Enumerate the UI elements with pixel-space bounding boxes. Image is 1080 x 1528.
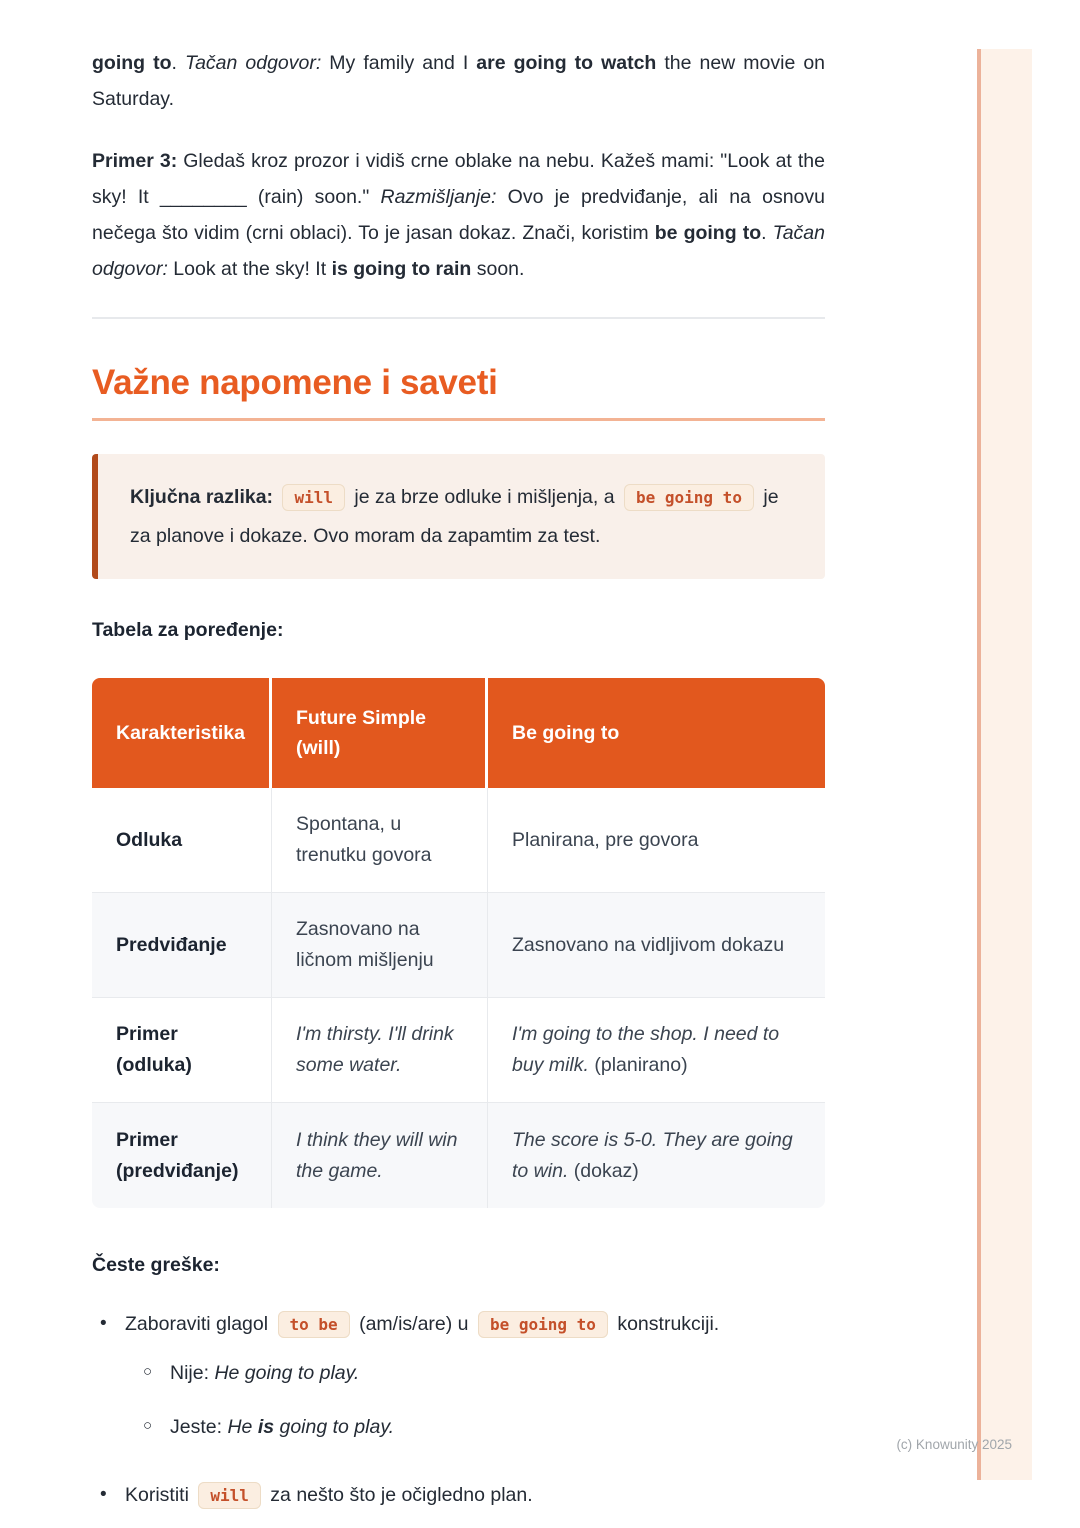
text-bold-italic: is	[257, 1416, 275, 1438]
list-item	[92, 1476, 825, 1515]
callout-text: je za planove i dokaze. Ovo moram da zapamtim za test.	[130, 486, 779, 547]
callout-text: je za brze odluke i mišljenja, a	[349, 486, 620, 508]
row-label: Primer (odluka)	[92, 998, 272, 1103]
table-cell: Zasnovano na vidljivom dokazu	[488, 893, 825, 998]
text-italic: Razmišljanje:	[380, 186, 497, 208]
table-cell: Spontana, u trenutku govora	[272, 788, 488, 893]
text-bold: is going to rain	[331, 258, 472, 280]
horizontal-divider	[92, 317, 825, 319]
circle-bullet-icon: ○	[143, 1363, 153, 1380]
mistakes-list	[92, 1305, 825, 1515]
example-note: (planirano)	[588, 1054, 688, 1076]
table-header	[92, 678, 825, 788]
example-italic: I'm going to the shop. I need to buy milk.	[512, 1023, 780, 1076]
text: konstrukciji.	[611, 1313, 720, 1335]
mistakes-caption: Česte greške:	[92, 1254, 220, 1276]
example-italic: The score is 5-0. They are going to win.	[512, 1128, 793, 1182]
table-cell	[272, 1103, 488, 1208]
text-bold: Primer 3:	[92, 150, 178, 172]
text-italic: Tačan odgovor:	[184, 52, 322, 74]
code-chip-be-going-to: be going to	[624, 484, 754, 511]
text: Gledaš kroz prozor i vidiš crne oblake na nebu. Kažeš mami: "Look at the sky! It ________ (rain) soon."	[92, 150, 825, 208]
header-cell-karakteristika: Karakteristika	[92, 678, 272, 788]
paragraph-answer-primer2	[92, 45, 825, 117]
copyright-watermark: (c) Knowunity 2025	[896, 1437, 1012, 1452]
section-title-underline	[92, 418, 825, 421]
text: Look at the sky! It	[167, 258, 332, 280]
table-row	[92, 998, 825, 1103]
table-caption: Tabela za poređenje:	[92, 619, 284, 641]
sub-list-item	[135, 1412, 825, 1442]
comparison-table	[92, 678, 825, 1208]
example-note: (dokaz)	[568, 1159, 639, 1182]
table-row	[92, 1103, 825, 1208]
table-row	[92, 788, 825, 893]
table-header-row	[92, 678, 825, 788]
document-content	[92, 0, 825, 1515]
header-cell-future-simple: Future Simple (will)	[272, 678, 488, 788]
text: Zaboraviti glagol	[125, 1313, 274, 1335]
text: Ovo je predviđanje, ali na osnovu nečega što vidim (crni oblaci). To je jasan dokaz. Znači, koristim	[92, 186, 825, 244]
code-chip-be-going-to: be going to	[478, 1311, 608, 1338]
table-cell: Zasnovano na ličnom mišljenju	[272, 893, 488, 998]
callout-label: Ključna razlika:	[130, 486, 274, 508]
example-italic: I'm thirsty. I'll drink some water.	[296, 1023, 454, 1076]
text: soon.	[471, 258, 525, 280]
text: .	[761, 222, 773, 244]
text-bold: going to	[92, 52, 172, 74]
section-title: Važne napomene i saveti	[92, 363, 498, 402]
sub-list-item	[135, 1358, 825, 1388]
key-difference-callout	[92, 454, 825, 579]
header-cell-be-going-to: Be going to	[488, 678, 825, 788]
text: My family and I	[321, 52, 477, 74]
page-edge-decoration	[977, 49, 1032, 1480]
text: Koristiti	[125, 1484, 195, 1506]
row-label: Predviđanje	[92, 893, 272, 998]
code-chip-to-be: to be	[278, 1311, 350, 1338]
example-italic: I think they will win the game.	[296, 1128, 458, 1182]
sub-list	[125, 1358, 825, 1442]
text-bold: be going to	[654, 222, 762, 244]
row-label: Primer (predviđanje)	[92, 1103, 272, 1208]
table-row	[92, 893, 825, 998]
code-chip-will: will	[198, 1482, 261, 1509]
table-cell	[488, 1103, 825, 1208]
text: (am/is/are) u	[353, 1313, 474, 1335]
bullet-icon: •	[100, 1313, 107, 1334]
text-italic: Tačan odgovor:	[92, 222, 825, 280]
bullet-icon: •	[100, 1484, 107, 1505]
paragraph-primer3	[92, 143, 825, 287]
text: Nije:	[170, 1362, 215, 1384]
code-chip-will: will	[282, 484, 345, 511]
list-item	[92, 1305, 825, 1442]
text: za nešto što je očigledno plan.	[264, 1484, 533, 1506]
text-italic: He going to play.	[214, 1362, 360, 1384]
table-cell	[272, 998, 488, 1103]
text: Jeste:	[170, 1416, 228, 1438]
text-italic: He	[227, 1416, 258, 1438]
text: .	[171, 52, 185, 74]
text-italic: going to play.	[274, 1416, 395, 1438]
text: the new movie on Saturday.	[92, 52, 826, 110]
text-bold: are going to watch	[476, 52, 657, 74]
circle-bullet-icon: ○	[143, 1417, 153, 1434]
table-cell	[488, 998, 825, 1103]
table-cell: Planirana, pre govora	[488, 788, 825, 893]
row-label: Odluka	[92, 788, 272, 893]
